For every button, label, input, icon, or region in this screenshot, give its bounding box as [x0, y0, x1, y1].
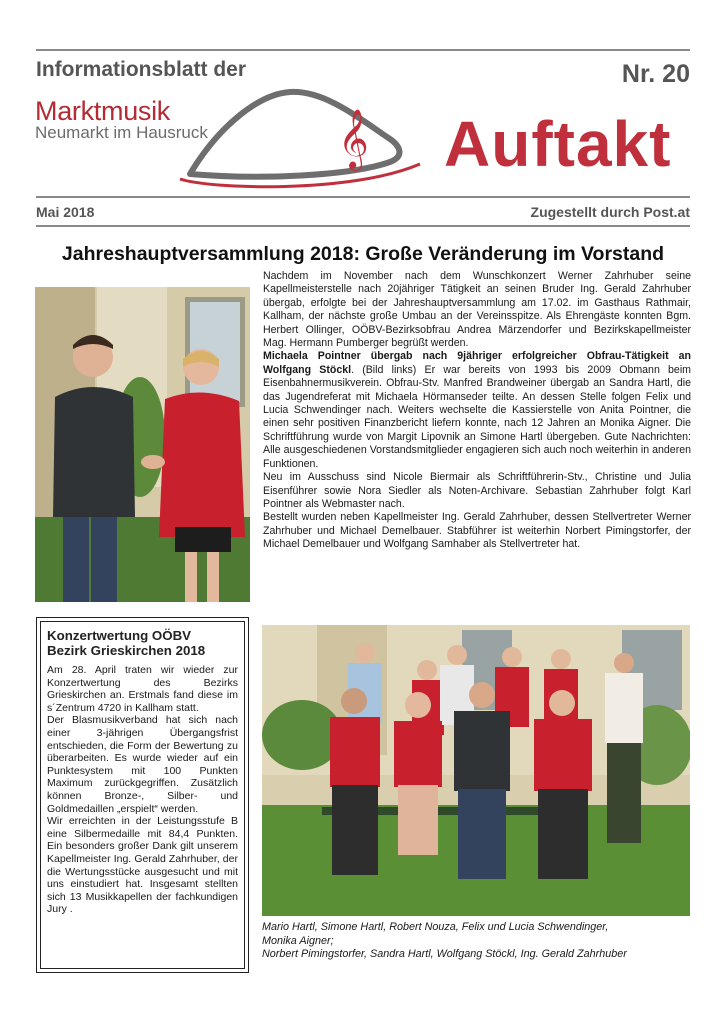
handshake-photo: [35, 287, 250, 602]
article-highlight: Michaela Pointner übergab nach 9jähriger erfolgreicher Obfrau-Tätigkeit an Wolfgang Stöckl: [263, 350, 691, 376]
issue-number: Nr. 20: [621, 60, 690, 88]
caption-line: Norbert Pimingstorfer, Sandra Hartl, Wolfgang Stöckl, Ing. Gerald Zahrhuber: [262, 948, 627, 960]
band-name: Marktmusik: [35, 96, 171, 126]
group-photo: [262, 625, 690, 916]
caption-line: Monika Aigner;: [262, 934, 334, 947]
article-paragraph: Bestellt wurden neben Kapellmeister Ing. Gerald Zahrhuber, dessen Stellvertreter Werner Zahrhuber und Michael Demelbauer. Stabführer ist weiterhin Norbert Pimingstorfer, der Michael Demelbauer und Wolfgang Samhaber als Stellvertreter hat.: [263, 511, 691, 551]
header-rule-bottom: [36, 225, 690, 227]
delivery-note: Zugestellt durch Post.at: [530, 204, 690, 220]
concert-rating-title: [47, 628, 238, 658]
article-paragraph: [263, 350, 691, 471]
concert-rating-paragraph: Der Blasmusikverband hat sich nach einer 3-jährigen Übergangsfrist entschieden, die Form der Bewertung zu überarbeiten. Es wurde wieder auf ein Punktesystem mit 100 Punkten Maximum zurückgegriffen. Zusätzlich können Bronze-, Silber- und Goldmedaillen „erspielt“ werden.: [47, 714, 238, 815]
top-rule: [36, 49, 690, 51]
article-paragraph: Neu im Ausschuss sind Nicole Biermair als Schriftführerin-Stv., Christine und Julia Eisenführer sowie Nora Siedler als Noten-Archivare. Sebastian Zahrhuber folgt Karl Pointner als Webmaster nach.: [263, 471, 691, 510]
svg-text:𝄞: 𝄞: [338, 109, 369, 169]
article-paragraph: Nachdem im November nach dem Wunschkonzert Werner Zahrhuber seine Kapellmeisterstelle nach 20jähriger Tätigkeit an seinen Bruder Ing. Gerald Zahrhuber übergab, erfolgte bei der Jahreshauptversammlung am 17.02. im Gasthaus Rathmair, Kallham, der nächste große Umbau an der Vereinsspitze. Als Ehrengäste konnten Bgm. Herbert Ollinger, OÖBV-Bezirksobfrau Andrea Märzendorfer und Bezirkskapellmeister Mag. Hermann Pumberger begrüßt werden.: [263, 270, 691, 350]
newsletter-subtitle: Informationsblatt der: [36, 58, 247, 81]
issue-date: Mai 2018: [36, 204, 95, 220]
header-rule-top: [36, 196, 690, 198]
group-photo-caption: [262, 921, 692, 962]
concert-rating-paragraph: Am 28. April traten wir wieder zur Konzertwertung des Bezirks Grieskirchen an. Erstmals fand diese im s´Zentrum 4720 in Kallham statt.: [47, 664, 238, 714]
concert-rating-title-line: Konzertwertung OÖBV: [47, 628, 192, 643]
concert-rating-paragraph: Wir erreichten in der Leistungsstufe B eine Silbermedaille mit 84,4 Punkten. Ein besonders großer Dank gilt unserem Kapellmeister Ing. Gerald Zahrhuber, der die Wertungsstücke ausgesucht und mit uns einstudiert hat. Insgesamt stellten sich 13 Musikkapellen der fachkundigen Jury .: [47, 815, 238, 916]
concert-rating-body: [47, 664, 238, 916]
band-location: Neumarkt im Hausruck: [35, 123, 208, 142]
concert-rating-box: [36, 617, 249, 973]
article-text: . (Bild links) Er war bereits von 1993 bis 2009 Obmann beim Eisenbahnermusikverein. Obfrau-Stv. Manfred Brandweiner übergab an Sandra Hartl, die das Jugendreferat mit Michaela Hörmanseder teilte. An dessen Stelle folgen Felix und Lucia Schwendinger nach. Weiters wechselte die Kassierstelle von Anita Pointner, die einen sehr positiven Finanzbericht liefern konnte, nach 12 Jahren an Monika Aigner. Die Schriftführung wurde von Margit Lipovnik an Simone Hartl übergeben. Gute Nachrichten: Alle ausgeschiedenen Vorstandsmitglieder engagieren sich auch noch weiterhin in anderen Funktionen.: [263, 363, 691, 470]
masthead-title: Auftakt: [444, 108, 672, 180]
caption-line: Mario Hartl, Simone Hartl, Robert Nouza, Felix und Lucia Schwendinger,: [262, 921, 609, 933]
article-body: [263, 270, 691, 552]
article-headline: Jahreshauptversammlung 2018: Große Veränderung im Vorstand: [61, 243, 665, 265]
concert-rating-title-line: Bezirk Grieskirchen 2018: [47, 643, 206, 658]
concert-rating-inner: [40, 621, 245, 969]
